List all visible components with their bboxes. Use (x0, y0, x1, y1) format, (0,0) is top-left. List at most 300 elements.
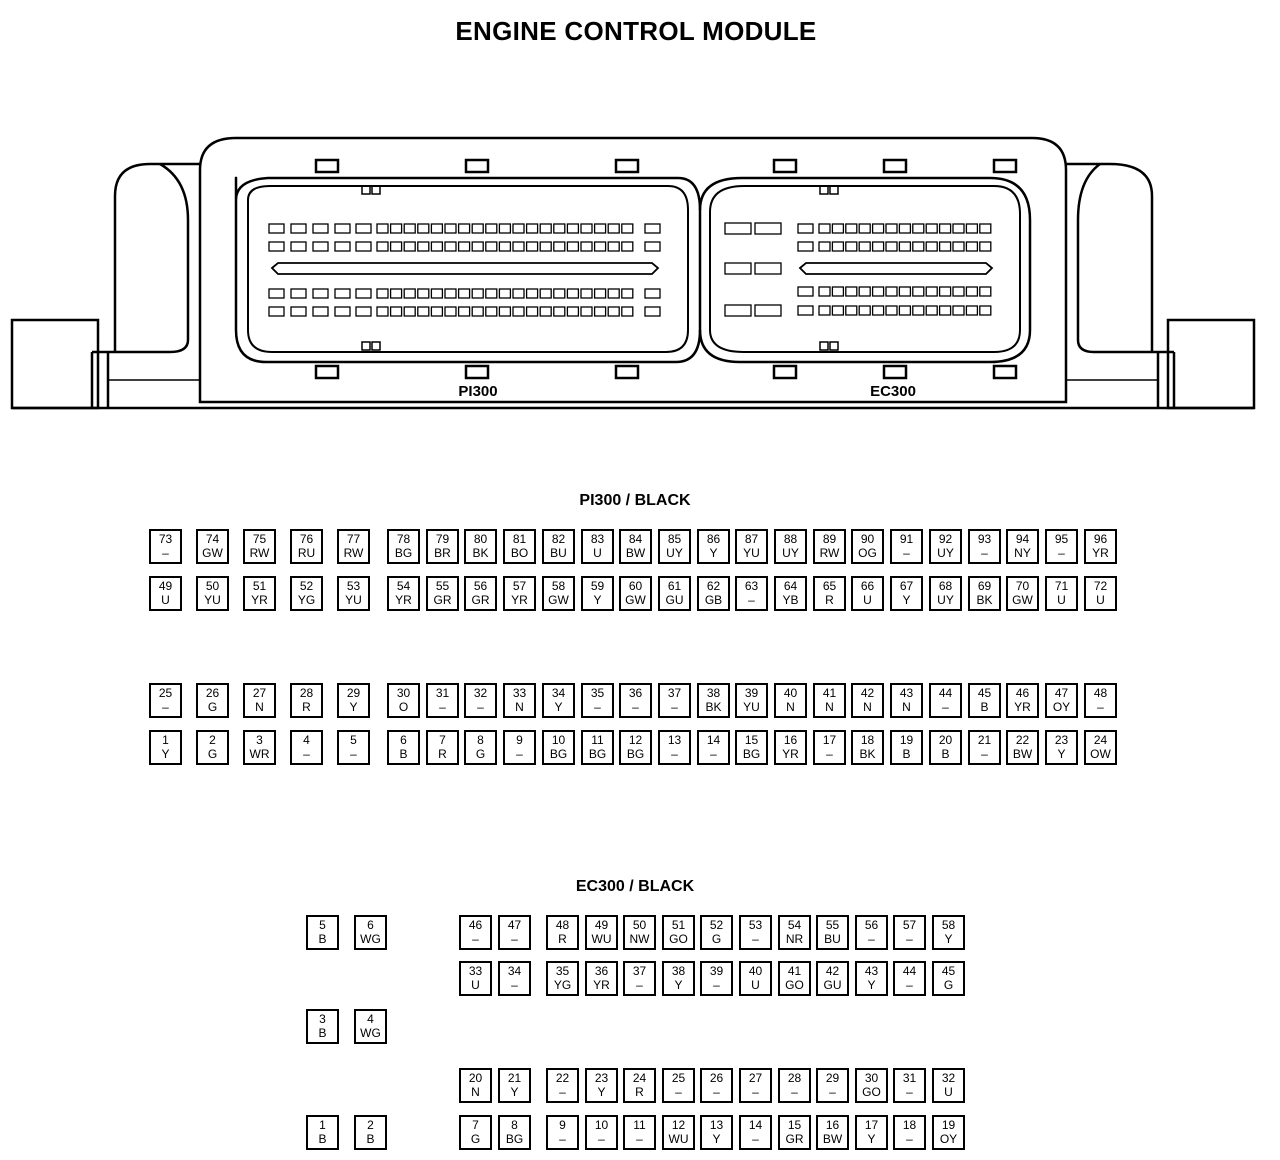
pin-cell (662, 1115, 695, 1150)
pin-cell (459, 961, 492, 996)
port-cavity (418, 307, 429, 316)
port-cavity (377, 307, 388, 316)
pin-number: 16 (825, 1118, 840, 1132)
pin-cell (196, 529, 229, 564)
port-cavity (755, 305, 781, 316)
pin-cell (585, 1068, 618, 1103)
pin-cell (813, 683, 846, 718)
port-cavity (886, 287, 897, 296)
pi300-grid-title: PI300 / BLACK (579, 492, 691, 509)
port-cavity (527, 289, 538, 298)
port-cavity (798, 224, 813, 233)
port-cavity (335, 242, 350, 251)
pin-number: 47 (507, 918, 522, 932)
port-cavity (554, 307, 565, 316)
pin-number: 69 (977, 579, 992, 593)
pin-cell (426, 730, 459, 765)
pin-number: 51 (252, 579, 267, 593)
pin-number: 4 (367, 1012, 374, 1026)
pin-wire-color: BO (510, 546, 529, 560)
pin-cell (968, 529, 1001, 564)
pin-wire-color: Y (867, 1132, 876, 1146)
pin-cell (739, 1115, 772, 1150)
pin-number: 79 (435, 532, 450, 546)
pin-number: 78 (396, 532, 411, 546)
port-cavity (798, 306, 813, 315)
pin-number: 31 (435, 686, 450, 700)
pin-wire-color: B (318, 932, 327, 946)
pin-cell (619, 683, 652, 718)
port-cavity (608, 289, 619, 298)
page-title: ENGINE CONTROL MODULE (455, 16, 817, 46)
pin-number: 15 (787, 1118, 802, 1132)
pin-cell (893, 961, 926, 996)
pin-number: 55 (825, 918, 840, 932)
pin-number: 19 (899, 733, 914, 747)
pin-wire-color: Y (944, 932, 953, 946)
pin-cell (149, 529, 182, 564)
port-cavity (540, 289, 551, 298)
pin-number: 53 (346, 579, 361, 593)
pin-wire-color: Y (712, 1132, 721, 1146)
pin-cell (354, 1115, 387, 1150)
pin-wire-color: BK (859, 747, 876, 761)
pin-cell (813, 529, 846, 564)
port-cavity (472, 224, 483, 233)
port-cavity (926, 242, 937, 251)
pin-number: 48 (1093, 686, 1108, 700)
pin-number: 36 (594, 964, 609, 978)
port-cavity (608, 224, 619, 233)
port-cavity (269, 242, 284, 251)
pin-number: 28 (299, 686, 314, 700)
pi300-port-label: PI300 (458, 383, 498, 400)
pin-cell (581, 683, 614, 718)
port-cavity (913, 242, 924, 251)
pin-number: 73 (158, 532, 173, 546)
port-cavity (269, 224, 284, 233)
port-cavity (335, 224, 350, 233)
pin-cell (546, 915, 579, 950)
pin-wire-color: G (943, 978, 954, 992)
pin-cell (337, 529, 370, 564)
port-cavity (527, 242, 538, 251)
pin-wire-color: Y (349, 700, 358, 714)
pin-number: 56 (864, 918, 879, 932)
pin-cell (778, 915, 811, 950)
pin-wire-color: NR (785, 932, 804, 946)
pin-cell (426, 576, 459, 611)
pin-wire-color: GB (704, 593, 723, 607)
pin-wire-color: BW (822, 1132, 843, 1146)
pin-cell (1045, 529, 1078, 564)
pin-number: 14 (706, 733, 721, 747)
port-cavity (459, 224, 470, 233)
pin-number: 14 (748, 1118, 763, 1132)
pin-cell (426, 683, 459, 718)
pin-number: 61 (667, 579, 682, 593)
port-cavity (356, 289, 371, 298)
pin-number: 35 (555, 964, 570, 978)
pin-cell (498, 961, 531, 996)
pin-wire-color: – (511, 932, 518, 946)
pin-wire-color: B (902, 747, 911, 761)
pin-number: 46 (1015, 686, 1030, 700)
pin-cell (700, 915, 733, 950)
port-cavity (486, 289, 497, 298)
pin-number: 53 (748, 918, 763, 932)
pin-number: 35 (590, 686, 605, 700)
pin-cell (697, 683, 730, 718)
port-cavity (377, 289, 388, 298)
port-cavity (595, 289, 606, 298)
pin-wire-color: YB (782, 593, 799, 607)
pin-cell (149, 576, 182, 611)
left-mount-bracket (12, 320, 98, 408)
port-cavity (377, 242, 388, 251)
port-cavity (291, 242, 306, 251)
port-cavity (859, 224, 870, 233)
pin-number: 12 (671, 1118, 686, 1132)
pin-wire-color: BK (976, 593, 993, 607)
pin-number: 47 (1054, 686, 1069, 700)
port-cavity (391, 307, 402, 316)
port-cavity (404, 224, 415, 233)
port-cavity (940, 306, 951, 315)
pin-number: 51 (671, 918, 686, 932)
pin-number: 5 (350, 733, 357, 747)
pin-wire-color: BG (588, 747, 607, 761)
pin-number: 92 (938, 532, 953, 546)
pin-wire-color: B (980, 700, 989, 714)
pin-number: 1 (319, 1118, 326, 1132)
port-cavity (513, 289, 524, 298)
pin-number: 86 (706, 532, 721, 546)
port-cavity (567, 307, 578, 316)
pin-cell (774, 730, 807, 765)
port-cavity (404, 307, 415, 316)
pin-number: 49 (594, 918, 609, 932)
pin-cell (739, 915, 772, 950)
pin-number: 6 (400, 733, 407, 747)
pin-cell (354, 915, 387, 950)
port-cavity (567, 224, 578, 233)
pin-wire-color: – (511, 978, 518, 992)
pin-cell (1006, 730, 1039, 765)
pin-cell (387, 529, 420, 564)
pin-number: 39 (744, 686, 759, 700)
port-cavity (554, 289, 565, 298)
pin-cell (893, 915, 926, 950)
pin-wire-color: WG (360, 1026, 381, 1040)
pin-wire-color: U (863, 593, 872, 607)
pin-number: 91 (899, 532, 914, 546)
port-cavity (622, 224, 633, 233)
pin-cell (581, 576, 614, 611)
port-cavity (886, 242, 897, 251)
pin-cell (619, 730, 652, 765)
pin-cell (464, 683, 497, 718)
pin-wire-color: YR (251, 593, 268, 607)
pin-number: 55 (435, 579, 450, 593)
pin-wire-color: BG (505, 1132, 524, 1146)
pin-number: 8 (511, 1118, 518, 1132)
pin-cell (697, 576, 730, 611)
pin-wire-color: YR (1092, 546, 1109, 560)
pin-cell (1045, 683, 1078, 718)
pin-wire-color: OW (1090, 747, 1111, 761)
pin-wire-color: GW (548, 593, 569, 607)
pin-cell (498, 1115, 531, 1150)
pin-wire-color: GR (785, 1132, 804, 1146)
port-cavity (819, 306, 830, 315)
pin-cell (290, 683, 323, 718)
pin-number: 18 (902, 1118, 917, 1132)
pin-cell (243, 576, 276, 611)
pin-cell (816, 961, 849, 996)
pin-number: 13 (709, 1118, 724, 1132)
pin-number: 27 (748, 1071, 763, 1085)
pin-cell (1006, 683, 1039, 718)
pin-wire-color: – (710, 747, 717, 761)
pin-wire-color: Y (902, 593, 911, 607)
pin-wire-color: OG (858, 546, 877, 560)
port-cavity (926, 287, 937, 296)
pin-wire-color: GU (823, 978, 842, 992)
port-cavity (846, 306, 857, 315)
port-cavity (269, 289, 284, 298)
pin-number: 6 (367, 918, 374, 932)
pin-number: 45 (941, 964, 956, 978)
pin-cell (813, 730, 846, 765)
port-cavity (980, 306, 991, 315)
pin-cell (778, 961, 811, 996)
pin-wire-color: – (675, 1085, 682, 1099)
pin-wire-color: Y (709, 546, 718, 560)
pin-cell (929, 529, 962, 564)
pin-number: 37 (632, 964, 647, 978)
pin-cell (1006, 576, 1039, 611)
port-cavity (798, 287, 813, 296)
pin-number: 63 (744, 579, 759, 593)
port-cavity (459, 289, 470, 298)
port-cavity (819, 242, 830, 251)
pin-cell (774, 529, 807, 564)
port-cavity (953, 306, 964, 315)
pin-wire-color: – (636, 978, 643, 992)
pin-number: 50 (632, 918, 647, 932)
port-cavity (335, 307, 350, 316)
port-cavity (595, 242, 606, 251)
pin-number: 24 (632, 1071, 647, 1085)
pin-number: 37 (667, 686, 682, 700)
pin-wire-color: U (161, 593, 170, 607)
pin-cell (735, 730, 768, 765)
pin-wire-color: B (318, 1026, 327, 1040)
pin-wire-color: NW (629, 932, 650, 946)
port-cavity (486, 307, 497, 316)
pin-number: 4 (303, 733, 310, 747)
pin-cell (149, 683, 182, 718)
port-cavity (832, 287, 843, 296)
pin-number: 52 (709, 918, 724, 932)
pin-wire-color: UY (937, 546, 954, 560)
pin-number: 11 (591, 733, 604, 747)
port-cavity (622, 289, 633, 298)
pin-wire-color: R (302, 700, 311, 714)
pin-cell (581, 529, 614, 564)
port-cavity (391, 242, 402, 251)
pin-number: 56 (473, 579, 488, 593)
pin-cell (498, 1068, 531, 1103)
pin-cell (851, 529, 884, 564)
port-cavity (527, 224, 538, 233)
pin-number: 57 (902, 918, 917, 932)
pin-wire-color: WU (668, 1132, 689, 1146)
pin-cell (968, 576, 1001, 611)
pin-number: 85 (667, 532, 682, 546)
pi300-port (236, 178, 700, 362)
pin-number: 30 (396, 686, 411, 700)
port-cavity (377, 224, 388, 233)
pin-number: 42 (860, 686, 875, 700)
port-cavity (899, 242, 910, 251)
pin-wire-color: O (398, 700, 409, 714)
pin-cell (623, 961, 656, 996)
pin-cell (968, 730, 1001, 765)
pin-wire-color: – (829, 1085, 836, 1099)
port-cavity (431, 242, 442, 251)
pin-number: 46 (468, 918, 483, 932)
port-cavity (846, 224, 857, 233)
pin-number: 38 (706, 686, 721, 700)
pin-wire-color: – (713, 978, 720, 992)
pin-wire-color: YU (345, 593, 362, 607)
pin-number: 9 (559, 1118, 566, 1132)
pin-cell (546, 1068, 579, 1103)
pin-number: 25 (158, 686, 173, 700)
pin-cell (932, 1115, 965, 1150)
port-cavity (832, 224, 843, 233)
pin-wire-color: RU (297, 546, 316, 560)
port-cavity (980, 242, 991, 251)
pin-wire-color: – (632, 700, 639, 714)
pin-wire-color: – (303, 747, 310, 761)
pin-wire-color: – (942, 700, 949, 714)
pin-cell (623, 1068, 656, 1103)
port-cavity (527, 307, 538, 316)
pin-number: 42 (825, 964, 840, 978)
pin-wire-color: GO (669, 932, 688, 946)
port-cavity (554, 242, 565, 251)
port-cavity (980, 224, 991, 233)
pin-wire-color: – (472, 932, 479, 946)
port-cavity (459, 242, 470, 251)
pin-number: 22 (1015, 733, 1030, 747)
pin-cell (929, 683, 962, 718)
pin-cell (778, 1115, 811, 1150)
pin-cell (658, 683, 691, 718)
pin-cell (932, 1068, 965, 1103)
port-cavity (445, 242, 456, 251)
port-cavity (581, 307, 592, 316)
port-cavity (645, 289, 660, 298)
pin-cell (662, 915, 695, 950)
pin-cell (851, 576, 884, 611)
pin-cell (774, 683, 807, 718)
pin-wire-color: YR (782, 747, 799, 761)
port-cavity (391, 289, 402, 298)
port-cavity (486, 224, 497, 233)
pin-number: 11 (633, 1118, 646, 1132)
pin-number: 40 (783, 686, 798, 700)
pin-number: 72 (1093, 579, 1108, 593)
ec300-grid-title: EC300 / BLACK (575, 878, 695, 895)
port-cavity (966, 306, 977, 315)
pin-wire-color: – (791, 1085, 798, 1099)
pin-cell (893, 1068, 926, 1103)
pin-cell (1084, 730, 1117, 765)
pin-wire-color: BG (394, 546, 413, 560)
port-cavity (291, 224, 306, 233)
pin-wire-color: N (471, 1085, 480, 1099)
port-cavity (899, 224, 910, 233)
pin-number: 81 (512, 532, 527, 546)
pin-number: 74 (205, 532, 220, 546)
pin-cell (585, 915, 618, 950)
pin-wire-color: G (470, 1132, 481, 1146)
pin-cell (697, 529, 730, 564)
pin-wire-color: – (906, 1132, 913, 1146)
port-cavity (418, 289, 429, 298)
pin-number: 24 (1093, 733, 1108, 747)
port-cavity (581, 289, 592, 298)
port-cavity (859, 306, 870, 315)
pin-cell (387, 683, 420, 718)
pin-wire-color: N (825, 700, 834, 714)
port-cavity (291, 289, 306, 298)
pin-cell (459, 915, 492, 950)
pin-cell (968, 683, 1001, 718)
port-cavity (725, 305, 751, 316)
pin-wire-color: G (711, 932, 722, 946)
pin-number: 38 (671, 964, 686, 978)
pin-number: 10 (551, 733, 566, 747)
pin-number: 49 (158, 579, 173, 593)
pin-number: 27 (252, 686, 267, 700)
port-cavity (725, 263, 751, 274)
pin-wire-color: – (439, 700, 446, 714)
pin-cell (459, 1068, 492, 1103)
pin-cell (929, 730, 962, 765)
pin-number: 52 (299, 579, 314, 593)
pin-cell (546, 961, 579, 996)
pin-wire-color: – (598, 1132, 605, 1146)
port-cavity (567, 289, 578, 298)
pin-cell (658, 576, 691, 611)
pin-wire-color: – (752, 1132, 759, 1146)
pin-cell (932, 961, 965, 996)
port-cavity (499, 224, 510, 233)
pin-number: 76 (299, 532, 314, 546)
pin-number: 89 (822, 532, 837, 546)
pin-number: 41 (822, 686, 837, 700)
port-cavity (886, 306, 897, 315)
pin-wire-color: – (752, 932, 759, 946)
pin-cell (464, 576, 497, 611)
pin-number: 64 (783, 579, 798, 593)
pin-cell (149, 730, 182, 765)
